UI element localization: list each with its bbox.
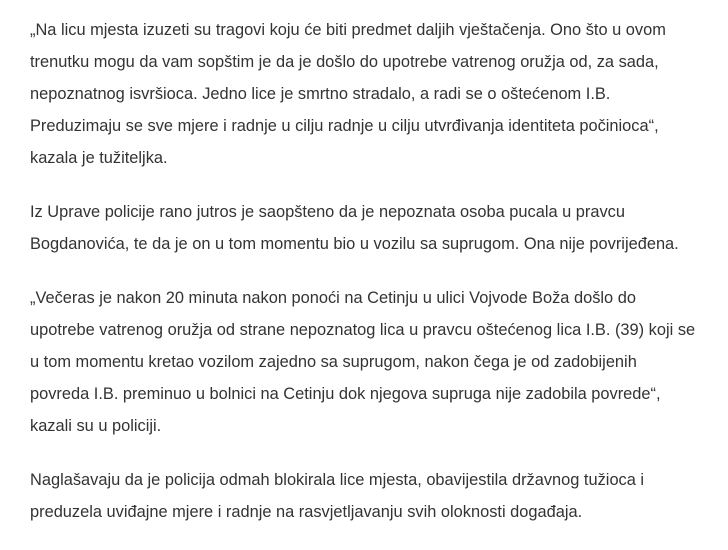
text-line: Naglašavaju da je policija odmah blokirala lice mjesta, obavijestila državnog tužioca i [30,471,645,489]
text-line: kazala je tužiteljka. [30,149,168,167]
text-line: nepoznatnog isvršioca. Jedno lice je smrtno stradalo, a radi se o oštećenom I.B. [30,85,611,103]
text-line: Preduzimaju se sve mjere i radnje u cilju radnje u cilju utvrđivanja identiteta počinioca“, [30,117,659,135]
text-line: upotrebe vatrenog oružja od strane nepoznatog lica u pravcu oštećenog lica I.B. (39) koji se [30,321,696,339]
text-line: „Na licu mjesta izuzeti su tragovi koju će biti predmet daljih vještačenja. Ono što u ovom [30,21,666,39]
text-line: „Večeras je nakon 20 minuta nakon ponoći na Cetinju u ulici Vojvode Boža došlo do [30,289,636,307]
text-line: preduzela uviđajne mjere i radnje na rasvjetljavanju svih oloknosti događaja. [30,503,583,521]
text-line: trenutku mogu da vam sopštim je da je došlo do upotrebe vatrenog oružja od, za sada, [30,53,659,71]
text-line: kazali su u policiji. [30,417,162,435]
text-line: Bogdanovića, te da je on u tom momentu bio u vozilu sa suprugom. Ona nije povrijeđena. [30,235,679,253]
text-line: u tom momentu kretao vozilom zajedno sa suprugom, nakon čega je od zadobijenih [30,353,637,371]
paragraph-police-statement [30,196,720,260]
paragraph-police-quote [30,282,720,442]
text-line: povreda I.B. preminuo u bolnici na Cetinju dok njegova supruga nije zadobila povrede“, [30,385,661,403]
text-line: Iz Uprave policije rano jutros je saopšteno da je nepoznata osoba pucala u pravcu [30,203,625,221]
paragraph-prosecutor-quote [30,14,720,174]
article-body [30,14,720,550]
paragraph-investigation-note [30,464,720,528]
